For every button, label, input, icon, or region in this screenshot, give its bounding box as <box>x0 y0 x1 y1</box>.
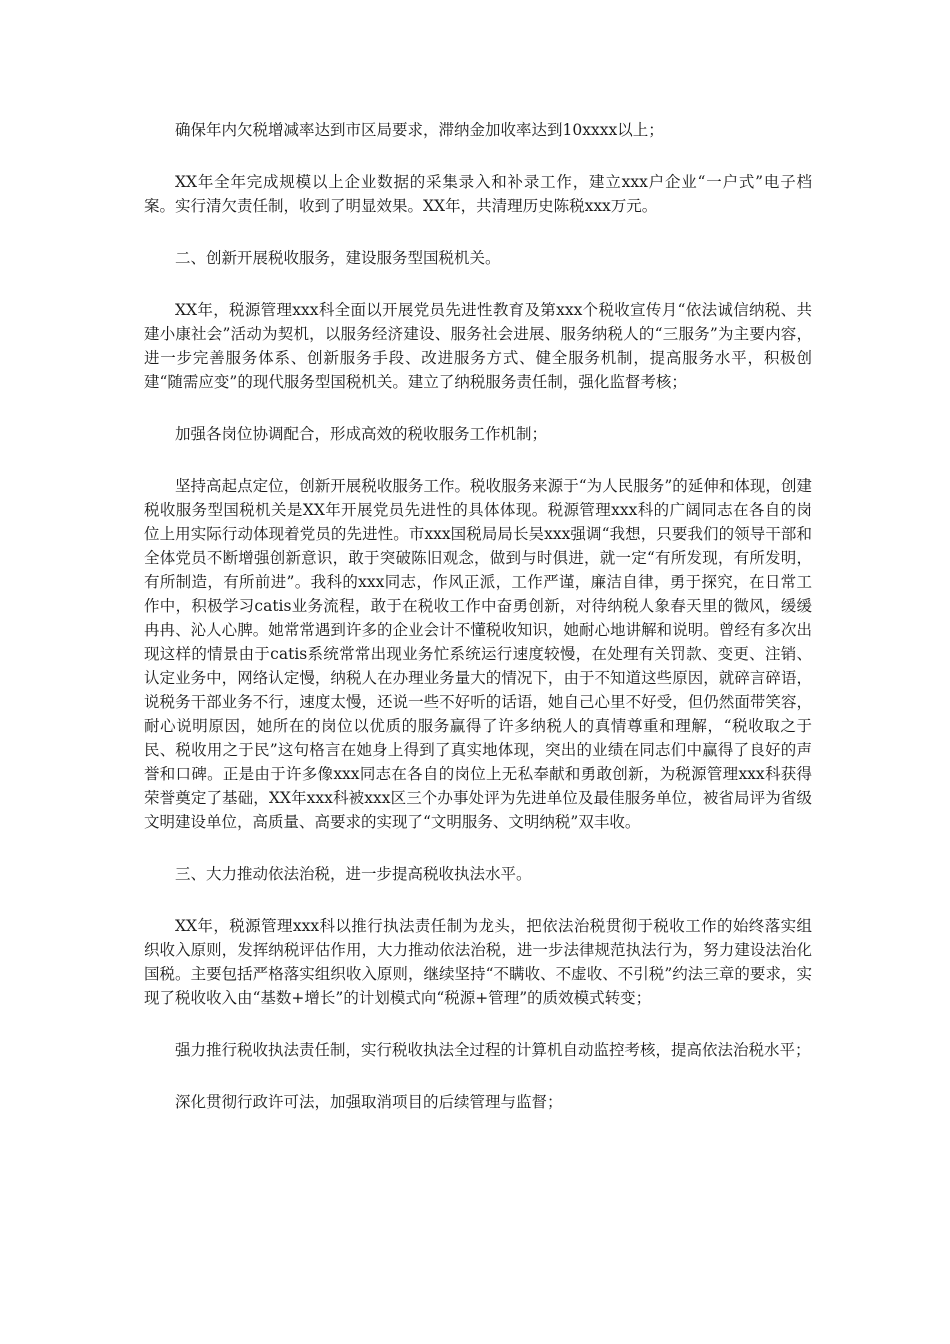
paragraph-service-system: XX年，税源管理xxx科全面以开展党员先进性教育及第xxx个税收宣传月“依法诚信纳税、共建小康社会”活动为契机，以服务经济建设、服务社会进展、服务纳税人的“三服务”为主要内容，进一步完善服务体系、创新服务手段、改进服务方式、健全服务机制，提高服务水平，积极创建“随需应变”的现代服务型国税机关。建立了纳税服务责任制，强化监督考核； <box>144 301 812 391</box>
paragraph-coordination: 加强各岗位协调配合，形成高效的税收服务工作机制； <box>175 425 548 443</box>
paragraph-arrears-target: 确保年内欠税增减率达到市区局要求，滞纳金加收率达到10xxxx以上； <box>175 121 664 139</box>
section-heading-rule-of-law: 三、大力推动依法治税，进一步提高税收执法水平。 <box>175 865 532 883</box>
section-heading-tax-service: 二、创新开展税收服务，建设服务型国税机关。 <box>175 249 501 267</box>
paragraph-enforcement: XX年，税源管理xxx科以推行执法责任制为龙头，把依法治税贯彻于税收工作的始终落实组织收入原则，发挥纳税评估作用，大力推动依法治税，进一步法律规范执法行为，努力建设法治化国税。主要包括严格落实组织收入原则，继续坚持“不瞒收、不虚收、不引税”约法三章的要求，实现了税收收入由“基数+增长”的计划模式向“税源+管理”的质效模式转变； <box>144 917 812 1007</box>
paragraph-service-innovation: 坚持高起点定位，创新开展税收服务工作。税收服务来源于“为人民服务”的延伸和体现，创建税收服务型国税机关是XX年开展党员先进性的具体体现。税源管理xxx科的广阔同志在各自的岗位上用实际行动体现着党员的先进性。市xxx国税局局长吴xxx强调“我想，只要我们的领导干部和全体党员不断增强创新意识，敢于突破陈旧观念，做到与时俱进，就一定“有所发现，有所发明，有所制造，有所前进”。我科的xxx同志，作风正派，工作严谨，廉洁自律，勇于探究，在日常工作中，积极学习catis业务流程，敢于在税收工作中奋勇创新，对待纳税人象春天里的微风，缓缓冉冉、沁人心脾。她常常遇到许多的企业会计不懂税收知识，她耐心地讲解和说明。曾经有多次出现这样的情景由于catis系统常常出现业务忙系统运行速度较慢，在处理有关罚款、变更、注销、认定业务中，网络认定慢，纳税人在办理业务量大的情况下，由于不知道这些原因，就碎言碎语，说税务干部业务不行，速度太慢，还说一些不好听的话语，她自己心里不好受，但仍然面带笑容，耐心说明原因，她所在的岗位以优质的服务赢得了许多纳税人的真情尊重和理解，“税收取之于民、税收用之于民”这句格言在她身上得到了真实地体现，突出的业绩在同志们中赢得了良好的声誉和口碑。正是由于许多像xxx同志在各自的岗位上无私奉献和勇敢创新，为税源管理xxx科获得荣誉奠定了基础，XX年xxx科被xxx区三个办事处评为先进单位及最佳服务单位，被省局评为省级文明建设单位，高质量、高要求的实现了“文明服务、文明纳税”双丰收。 <box>144 477 812 831</box>
paragraph-responsibility-system: 强力推行税收执法责任制，实行税收执法全过程的计算机自动监控考核，提高依法治税水平； <box>175 1041 811 1059</box>
paragraph-administrative-license: 深化贯彻行政许可法，加强取消项目的后续管理与监督； <box>175 1093 563 1111</box>
document-body <box>144 118 812 1142</box>
paragraph-data-collection: XX年全年完成规模以上企业数据的采集录入和补录工作，建立xxx户企业“一户式”电子档案。实行清欠责任制，收到了明显效果。XX年，共清理历史陈税xxx万元。 <box>144 173 812 215</box>
